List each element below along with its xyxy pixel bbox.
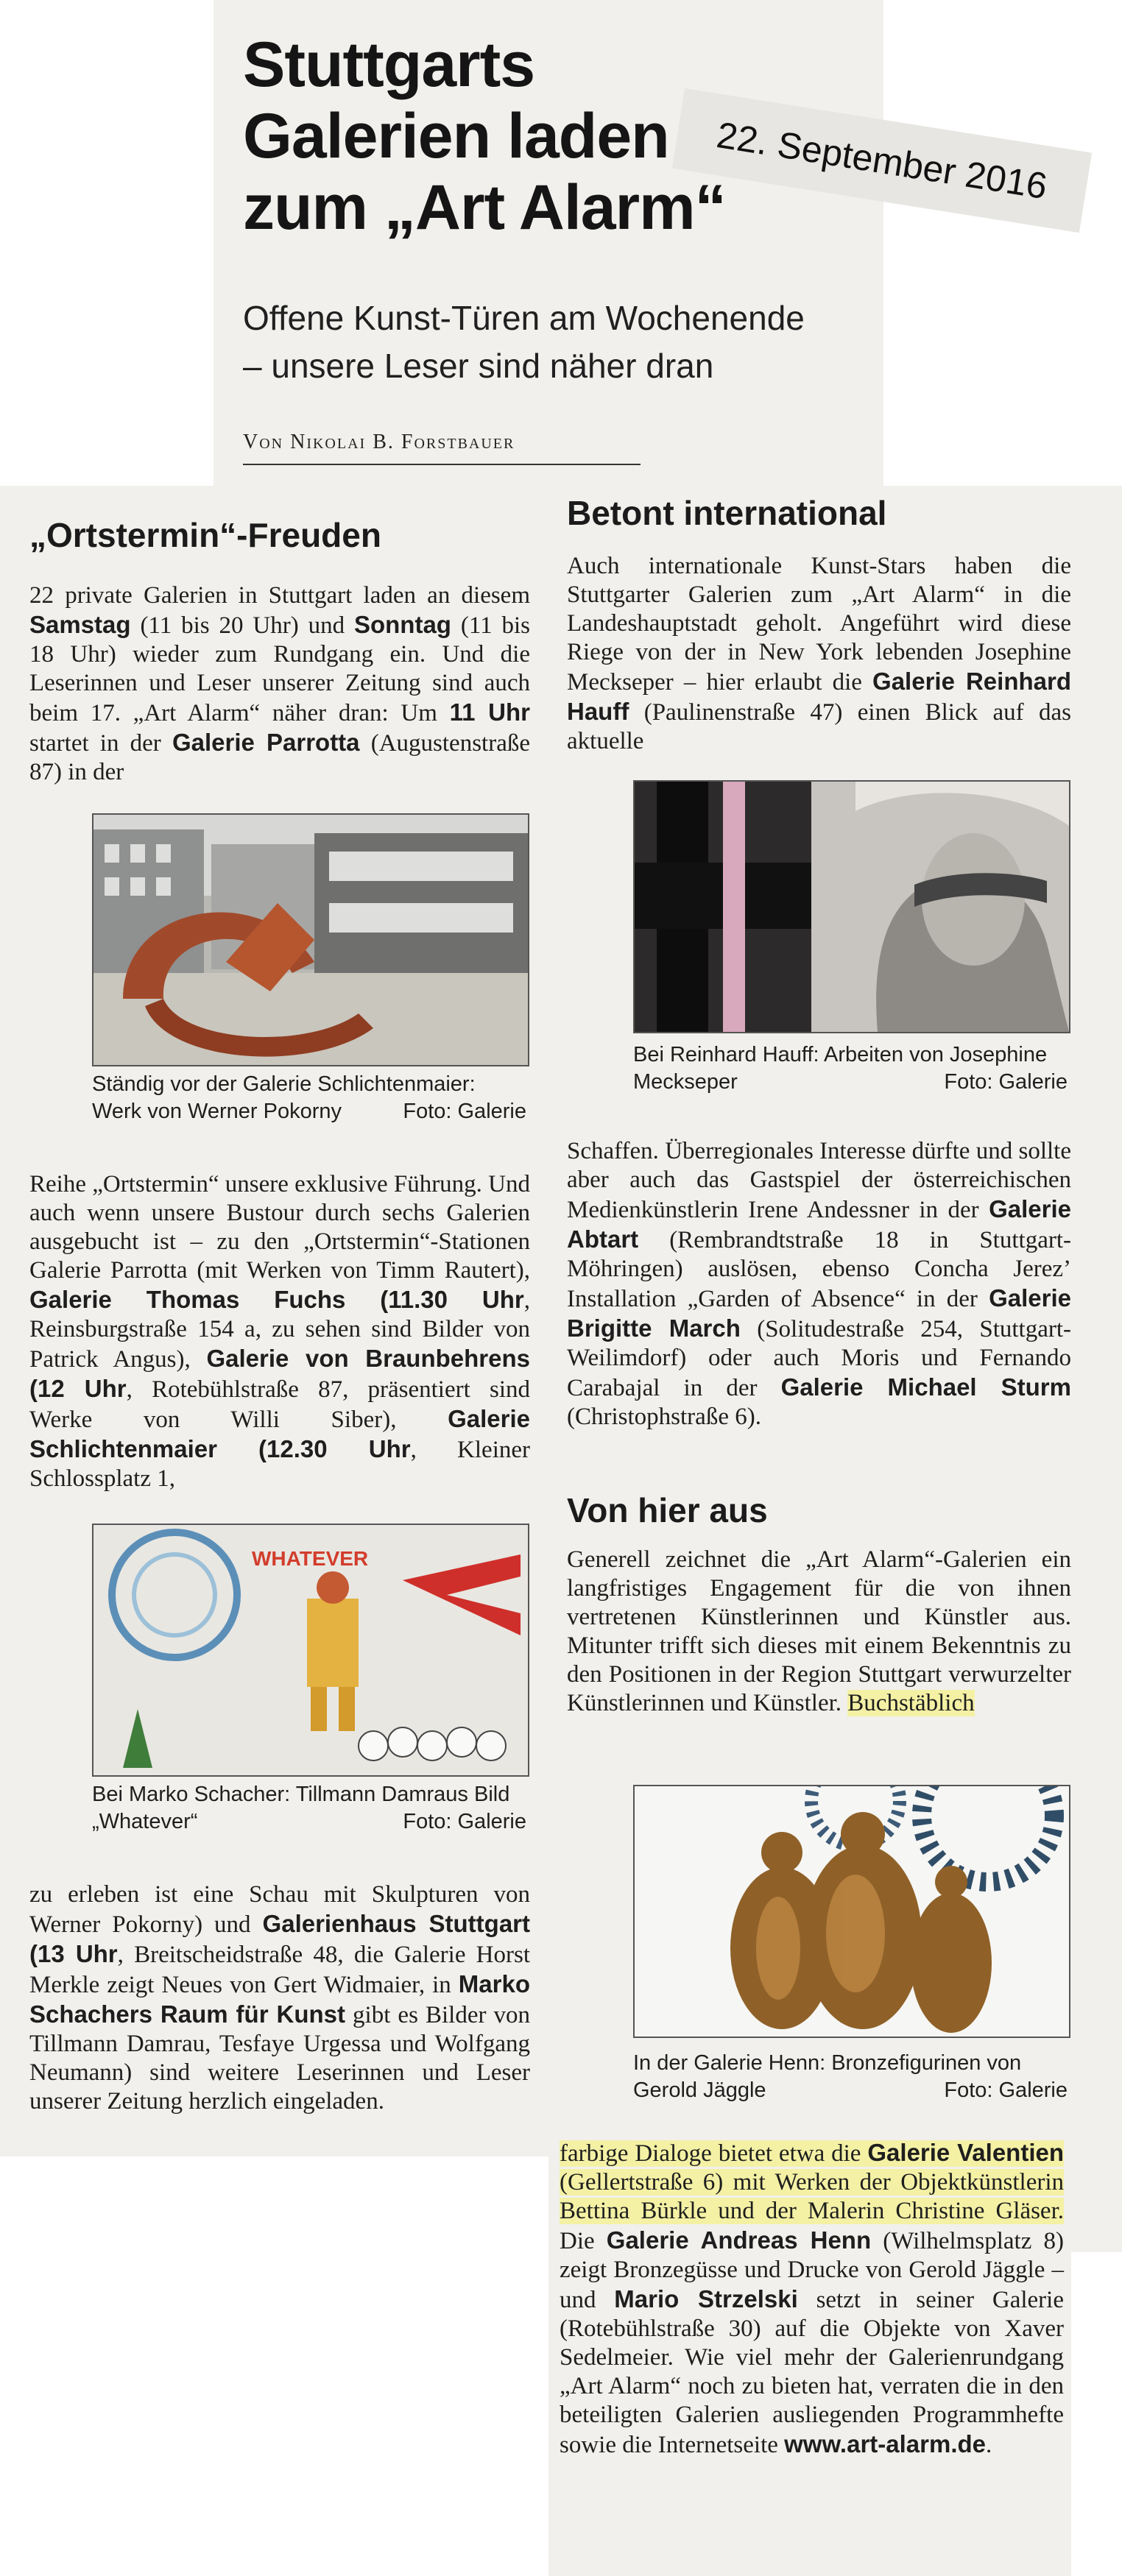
section-heading-international: Betont international [567, 494, 887, 532]
sculpture-image [94, 815, 528, 1065]
svg-text:WHATEVER: WHATEVER [252, 1547, 369, 1570]
section-heading-ortstermin: „Ortstermin“-Freuden [29, 516, 381, 554]
meckseper-photo [633, 780, 1070, 1033]
whatever-painting-photo [92, 1524, 529, 1777]
right-paragraph-4: farbige Dialoge bietet etwa die Galerie Valentien (Gellertstraße 6) mit Werken der Objektkünstlerin Bettina Bürkle und der Malerin Christine Gläser. Die Galerie Andreas Henn (Wilhelmsplatz 8) zeigt Bronzegüsse und Drucke von Gerold Jäggle – und Mario Strzelski setzt in seiner Galerie (Rotebühlstraße 30) auf die Objekte von Xaver Sedelmeier. Wie viel mehr der Galerienrundgang „Art Alarm“ noch zu bieten hat, verraten die in den beteiligten Galerien ausliegenden Programmhefte sowie die Internetseite www.art-alarm.de. [560, 2139, 1065, 2458]
painting-caption: Bei Marko Schacher: Tillmann Damraus Bild „Whatever“ Foto: Galerie [92, 1783, 526, 1833]
left-paragraph-2: Reihe „Ortstermin“ unsere exklusive Führung. Und auch wenn unsere Bustour durch sechs Galerien ausgebucht ist – zu den „Ortstermin“-Stationen Galerie Parrotta (mit Werken von Timm Rautert), Galerie Thomas Fuchs (11.30 Uhr, Reinsburgstraße 154 a, zu sehen sind Bilder von Patrick Angus), Galerie von Braunbehrens (12 Uhr, Rotebühlstraße 87, präsentiert sind Werke von Willi Siber), Galerie Schlichtenmaier (12.30 Uhr, Kleiner Schlossplatz 1, [29, 1171, 531, 1492]
section-heading-von-hier-aus: Von hier aus [567, 1491, 768, 1529]
sculpture-photo [92, 813, 529, 1066]
meckseper-caption: Bei Reinhard Hauff: Arbeiten von Josephine Meckseper Foto: Galerie [633, 1043, 1068, 1094]
sculpture-caption: Ständig vor der Galerie Schlichtenmaier: Werk von Werner Pokorny Foto: Galerie [92, 1072, 526, 1123]
painting-image [94, 1525, 528, 1775]
byline-rule [243, 464, 641, 465]
byline: Von Nikolai B. Forstbauer [243, 431, 515, 453]
date-stamp: 22. September 2016 [672, 88, 1092, 233]
bronze-image [635, 1786, 1069, 2037]
left-paragraph-3: zu erleben ist eine Schau mit Skulpturen von Werner Pokorny) und Galerienhaus Stuttgart (13 Uhr, Breitscheidstraße 48, die Galerie Horst Merkle zeigt Neues von Gert Widmaier, in Marko Schachers Raum für Kunst gibt es Bilder von Tillmann Damrau, Tesfaye Urgessa und Wolfgang Neumann) sind weitere Leserinnen und Leser unserer Zeitung herzlich eingeladen. [29, 1881, 531, 2115]
headline: Stuttgarts Galerien laden zum „Art Alarm“ [243, 29, 726, 243]
bronze-figurines-photo [633, 1785, 1070, 2038]
right-paragraph-3: Generell zeichnet die „Art Alarm“-Galerien ein langfristiges Engagement für die von ihnen vertretenen Künstlerinnen und Künstler aus. Mitunter trifft sich dieses mit einem Bekenntnis zu den Positionen in der Region Stuttgart verwurzelter Künstlerinnen und Künstler. Buchstäblich [567, 1546, 1071, 1716]
subheadline: Offene Kunst-Türen am Wochenende – unsere Leser sind näher dran [243, 299, 805, 385]
right-paragraph-2: Schaffen. Überregionales Interesse dürfte und sollte aber auch das Gastspiel der österreichischen Medienkünstlerin Irene Andessner in der Galerie Abtart (Rembrandtstraße 18 in Stuttgart-Möhringen) auslösen, ebenso Concha Jerez’ Installation „Garden of Absence“ in der Galerie Brigitte March (Solitudestraße 254, Stuttgart-Weilimdorf) oder auch Moris und Fernando Carabajal in der Galerie Michael Sturm (Christophstraße 6). [567, 1138, 1071, 1430]
left-paragraph-1: 22 private Galerien in Stuttgart laden an diesem Samstag (11 bis 20 Uhr) und Sonntag (11 bis 18 Uhr) wieder zum Rundgang ein. Und die Leserinnen und Leser unserer Zeitung sind auch beim 17. „Art Alarm“ näher dran: Um 11 Uhr startet in der Galerie Parrotta (Augustenstraße 87) in der [29, 582, 530, 785]
website-link[interactable]: www.art-alarm.de [784, 2430, 987, 2458]
meckseper-image [635, 782, 1069, 1032]
bronze-caption: In der Galerie Henn: Bronzefigurinen von Gerold Jäggle Foto: Galerie [633, 2051, 1068, 2102]
right-paragraph-1: Auch internationale Kunst-Stars haben die Stuttgarter Galerien zum „Art Alarm“ in die Landeshauptstadt geholt. Angeführt wird diese Riege von der in New York lebenden Josephine Meckseper – hier erlaubt die Galerie Reinhard Hauff (Paulinenstraße 47) einen Blick auf das aktuelle [567, 553, 1071, 754]
